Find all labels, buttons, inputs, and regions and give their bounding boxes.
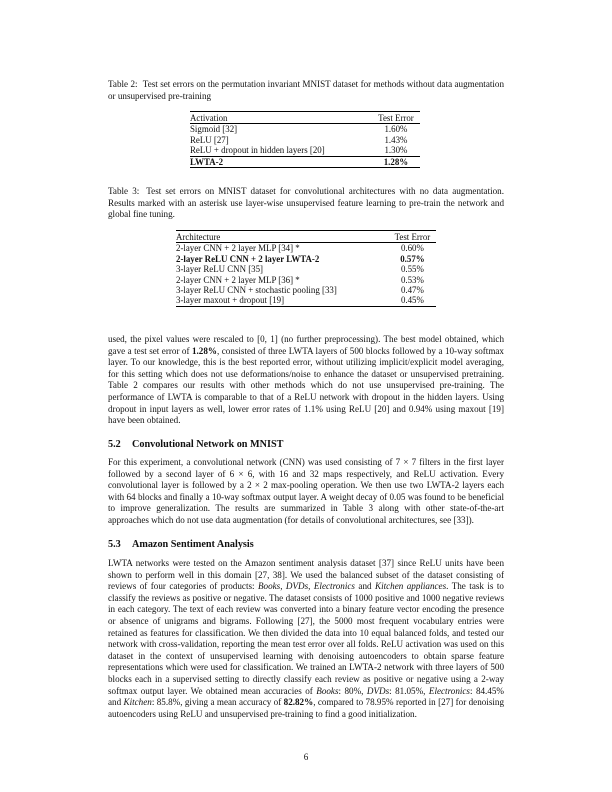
table-row <box>190 135 420 145</box>
table2-cell-value: 1.30% <box>384 145 408 156</box>
table2-cell-name: LWTA-2 <box>190 156 224 167</box>
table3-caption-text: Test set errors on MNIST dataset for convolutional architectures with no data augmentation. Results marked with an asterisk use layer-wise unsupervised feature learning to pre-train the network and global fine tuning. <box>108 186 504 219</box>
table2-caption-text: Test set errors on the permutation invariant MNIST dataset for methods without data augmentation or unsupervised pre-training <box>108 79 505 101</box>
table-row <box>176 275 436 285</box>
table3-cell-value: 0.55% <box>400 264 424 275</box>
table3-header-row <box>176 231 436 243</box>
table3-cell-value: 0.45% <box>400 295 424 306</box>
paragraph-text: : 81.05%, <box>389 685 429 696</box>
table2-cell-value: 1.43% <box>384 134 408 145</box>
category-name: Electronics <box>428 685 470 696</box>
table-row <box>176 285 436 295</box>
paragraph-text: , compared to 78.95% reported in [27] for denoising autoencoders using ReLU and unsupervised pre-training to find a good initialization. <box>108 697 504 719</box>
table3-caption <box>108 186 504 221</box>
table2-cell-value: 1.28% <box>383 156 409 167</box>
category-name: Kitchen appliances <box>375 581 447 592</box>
paragraph-text: used, the pixel values were rescaled to [0, 1] (no further preprocessing). The best model obtained, which gave a test set error of <box>108 334 504 356</box>
table3-cell-name: 3-layer maxout + dropout [19] <box>176 295 285 306</box>
table-row <box>176 254 436 264</box>
table2-header-row <box>190 112 420 124</box>
table3-cell-value: 0.57% <box>400 253 425 264</box>
table3-cell-name: 2-layer ReLU CNN + 2 layer LWTA-2 <box>176 253 320 264</box>
section-title: Convolutional Network on MNIST <box>132 439 284 450</box>
paragraph-text: For this experiment, a convolutional network (CNN) was used consisting of 7 × 7 filters in the first layer followed by a second layer of 6 × 6, with 16 and 32 maps respectively, and ReLU activation. Every convolutional layer is followed by a 2 × 2 max-pooling operation. We then use two LWTA-2 layers each with 64 blocks and finally a 10-way softmax output layer. A weight decay of 0.05 was found to be beneficial to improve generalization. The results are summarized in Table 3 along with other state-of-the-art approaches which do not use data augmentation (for details of convolutional architectures, see [33]). <box>108 457 504 525</box>
table2-caption <box>108 79 504 102</box>
category-name: Kitchen <box>123 697 152 708</box>
section-heading-5-3 <box>108 539 504 551</box>
section-title: Amazon Sentiment Analysis <box>132 539 254 550</box>
paragraph-text: : 80%, <box>338 685 367 696</box>
paragraph-text: LWTA networks were tested on the Amazon sentiment analysis dataset [37] since ReLU units have been shown to perform well in this domain [27, 38]. We used the balanced subset of the dataset consisting of reviews of four categories of products: <box>108 558 504 592</box>
body-paragraph-cnn <box>108 457 504 527</box>
table-row <box>190 145 420 156</box>
table3-cell-value: 0.47% <box>400 285 424 296</box>
table2 <box>190 111 420 168</box>
table3-cell-name: 2-layer CNN + 2 layer MLP [36] * <box>176 274 300 285</box>
table3-header-test-error: Test Error <box>394 232 431 242</box>
category-name: Books <box>316 685 339 696</box>
table-row <box>176 243 436 254</box>
body-paragraph-amazon <box>108 558 504 720</box>
table2-cell-name: ReLU [27] <box>190 134 229 145</box>
table2-header-activation: Activation <box>190 113 228 123</box>
table2-header-test-error: Test Error <box>378 113 414 123</box>
table-row <box>190 156 420 167</box>
paragraph-text: : 84.45% and <box>108 685 504 708</box>
page-number: 6 <box>303 752 309 762</box>
mean-accuracy-value: 82.82% <box>283 697 314 708</box>
paragraph-text: . The task is to classify the reviews as positive or negative. The dataset consists of 1000 positive and 1000 negative reviews in each category. The text of each review was converted into a binary feature vector encoding the presence or absence of unigrams and bigrams. Following [27], the 5000 most frequent vocabulary entries were retained as features for classification. We then divided the data into 10 equal balanced folds, and tested our network with cross-validation, reporting the mean test error over all folds. ReLU activation was used on this dataset in the context of unsupervised learning with denoising autoencoders to obtain sparse feature representations which were used for classification. We trained an LWTA-2 network with three layers of 500 blocks each in a supervised setting to directly classify each review as positive or negative using a 2-way softmax output layer. We obtained mean accuracies of <box>108 581 504 696</box>
section-number: 5.3 <box>108 539 121 550</box>
section-number: 5.2 <box>108 439 121 450</box>
best-error-value: 1.28% <box>191 345 217 356</box>
table-row <box>176 264 436 274</box>
table2-cell-name: Sigmoid [32] <box>190 124 238 135</box>
table3-cell-name: 3-layer ReLU CNN [35] <box>176 264 263 275</box>
table3-cell-name: 3-layer ReLU CNN + stochastic pooling [33] <box>176 285 337 296</box>
paragraph-text: , consisted of three LWTA layers of 500 blocks followed by a 10-way softmax layer. To our knowledge, this is the best reported error, without utilizing implicit/explicit model averaging, for this setting which does not use deformations/noise to enhance the dataset or unsupervised pretraining. Table 2 compares our results with other methods which do not use unsupervised pre-training. The performance of LWTA is comparable to that of a ReLU network with dropout in the hidden layers. Using dropout in input layers as well, lower error rates of 1.1% using ReLU [20] and 0.94% using maxout [19] have been obtained. <box>108 345 504 426</box>
category-name: DVDs <box>366 685 390 696</box>
table2-cell-name: ReLU + dropout in hidden layers [20] <box>190 145 325 156</box>
table2-cell-value: 1.60% <box>384 124 408 135</box>
table2-caption-label: Table 2: <box>108 79 138 89</box>
category-names: Books, DVDs, Electronics <box>257 581 355 592</box>
paragraph-text: : 85.8%, giving a mean accuracy of <box>151 697 284 708</box>
table3-cell-value: 0.53% <box>400 274 424 285</box>
table3 <box>176 230 436 307</box>
table3-header-architecture: Architecture <box>176 232 221 242</box>
section-heading-5-2 <box>108 439 504 451</box>
table-row <box>176 295 436 306</box>
table3-caption-label: Table 3: <box>108 186 140 196</box>
paragraph-text: and <box>354 581 375 592</box>
table3-cell-value: 0.60% <box>400 243 424 254</box>
body-paragraph-results <box>108 334 504 427</box>
table-row <box>190 124 420 135</box>
table3-cell-name: 2-layer CNN + 2 layer MLP [34] * <box>176 243 300 254</box>
